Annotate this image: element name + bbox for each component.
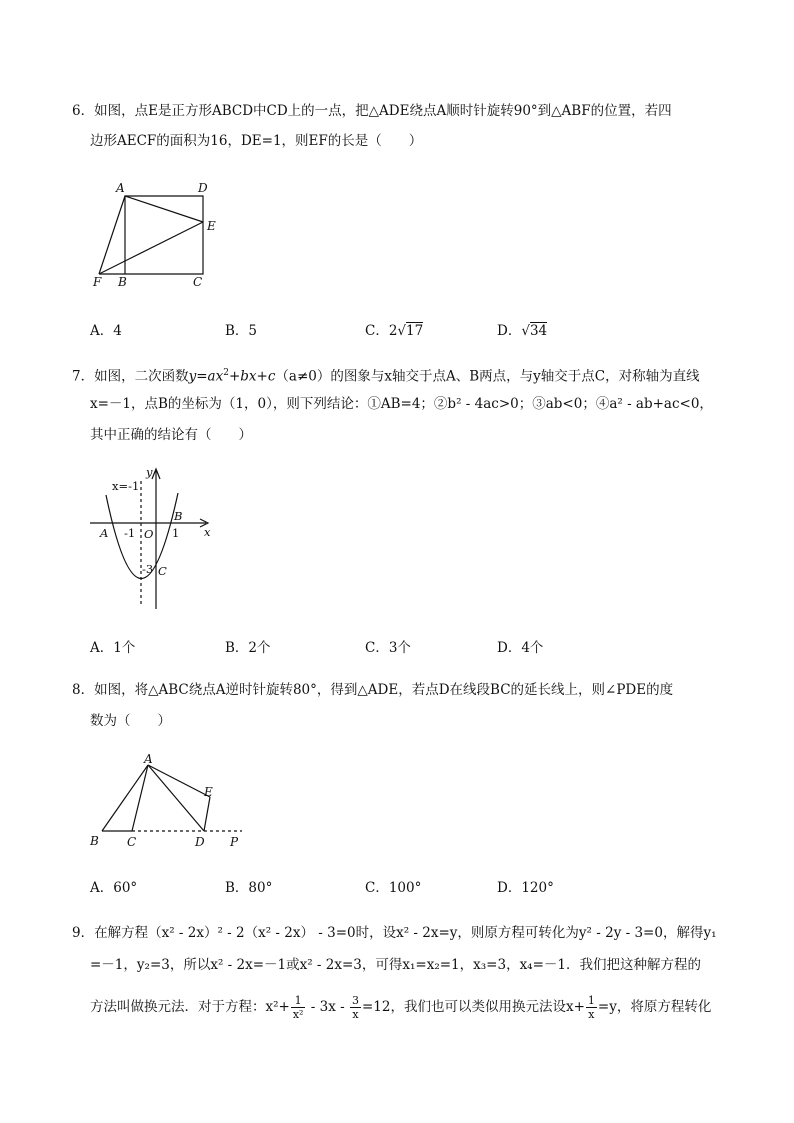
label-c: C bbox=[158, 564, 167, 578]
segment-de bbox=[204, 797, 210, 831]
radical-icon: √ bbox=[397, 323, 407, 339]
q7-line-1-intro: 7．如图，二次函数 bbox=[72, 368, 189, 385]
q7-eq-rest: +bx+c bbox=[228, 368, 276, 385]
fraction-numerator: 1 bbox=[291, 994, 306, 1008]
q7-eq-y: y bbox=[188, 368, 197, 385]
label-e: E bbox=[207, 219, 216, 233]
q7-figure bbox=[86, 463, 222, 611]
q9-line-3-middle: - 3x - bbox=[306, 999, 349, 1015]
label-neg-three: -3 bbox=[142, 562, 154, 576]
q8-option-c[interactable]: C．100° bbox=[365, 880, 422, 896]
label-b: B bbox=[174, 509, 183, 523]
q9-line-3-body: =12，我们也可以类似用换元法设x+ bbox=[361, 999, 585, 1015]
q9-line-2: =－1，y₂=3，所以x² - 2x=－1或x² - 2x=3，可得x₁=x₂=1，x₃=3，x₄=－1．我们把这种解方程的 bbox=[90, 957, 701, 973]
q9-line-3 bbox=[90, 992, 711, 1022]
q7-eq-ax: ax bbox=[207, 368, 224, 385]
label-a: A bbox=[144, 753, 153, 766]
label-one: 1 bbox=[172, 526, 180, 540]
q8-figure bbox=[86, 753, 246, 853]
q8-option-b[interactable]: B．80° bbox=[225, 880, 273, 896]
q7-option-b[interactable]: B．2个 bbox=[225, 640, 271, 656]
label-origin: O bbox=[144, 527, 154, 541]
label-b: B bbox=[90, 834, 99, 848]
q6-figure bbox=[86, 178, 226, 290]
q7-line-2: x=－1，点B的坐标为（1，0），则下列结论：①AB=4；②b² - 4ac>0；③ab<0；④a² - ab+ac<0， bbox=[90, 396, 713, 412]
label-d: D bbox=[198, 181, 208, 195]
q6-option-c-prefix: C．2 bbox=[365, 323, 398, 339]
q6-option-d-radicand: 34 bbox=[529, 323, 548, 339]
q6-line-2: 边形AECF的面积为16，DE=1，则EF的长是（ ） bbox=[90, 133, 423, 149]
label-a: A bbox=[100, 526, 109, 540]
radical-icon: √ bbox=[521, 323, 530, 339]
label-e: E bbox=[204, 785, 213, 799]
q8-line-1: 8．如图，将△ABC绕点A逆时针旋转80°，得到△ADE，若点D在线段BC的延长线上，则∠PDE的度 bbox=[72, 682, 674, 698]
q7-line-3: 其中正确的结论有（ ） bbox=[90, 427, 252, 443]
q6-line-1: 6．如图，点E是正方形ABCD中CD上的一点，把△ADE绕点A顺时针旋转90°到△ABF的位置，若四 bbox=[72, 103, 672, 119]
q7-eq-equals: = bbox=[196, 368, 208, 385]
label-c: C bbox=[127, 835, 137, 849]
label-a: A bbox=[116, 181, 125, 195]
segment-ae bbox=[148, 765, 210, 797]
q6-option-a[interactable]: A．4 bbox=[90, 323, 122, 339]
q9-line-1: 9．在解方程（x² - 2x）² - 2（x² - 2x） - 3=0时，设x² - 2x=y，则原方程可转化为y² - 2y - 3=0，解得y₁ bbox=[72, 925, 717, 941]
segment-ad bbox=[148, 765, 204, 831]
label-y-axis: y bbox=[146, 465, 153, 479]
q7-option-c[interactable]: C．3个 bbox=[365, 640, 411, 656]
fraction-3-over-x bbox=[350, 994, 361, 1021]
q7-option-a[interactable]: A．1个 bbox=[90, 640, 136, 656]
label-neg-one: -1 bbox=[124, 526, 136, 540]
q9-line-3-tail: =y，将原方程转化 bbox=[597, 999, 712, 1015]
fraction-denominator: x² bbox=[292, 1008, 304, 1021]
label-p: P bbox=[230, 835, 239, 849]
q6-option-c-radicand: 17 bbox=[406, 323, 424, 339]
segment-fe bbox=[99, 222, 203, 274]
segment-ac bbox=[132, 765, 148, 831]
label-x-axis: x bbox=[204, 525, 211, 539]
fraction-numerator: 3 bbox=[351, 994, 359, 1007]
fraction-numerator: 1 bbox=[587, 994, 595, 1007]
fraction-1-over-x bbox=[586, 994, 597, 1021]
q9-line-3-intro: 方法叫做换元法．对于方程：x²+ bbox=[90, 999, 290, 1015]
label-symmetry-axis: x=-1 bbox=[112, 479, 140, 493]
q8-line-2: 数为（ ） bbox=[90, 713, 171, 729]
q7-line-1-tail: （a≠0）的图象与x轴交于点A、B两点，与y轴交于点C，对称轴为直线 bbox=[275, 368, 700, 385]
square-abcd bbox=[125, 196, 203, 274]
q7-eq-sup: 2 bbox=[223, 368, 229, 378]
q6-option-d-prefix: D． bbox=[497, 323, 522, 339]
segment-ab bbox=[102, 765, 148, 831]
label-b: B bbox=[118, 275, 127, 289]
q6-option-d[interactable] bbox=[497, 319, 547, 339]
label-f: F bbox=[93, 275, 102, 289]
fraction-denominator: x bbox=[352, 1008, 359, 1021]
q7-option-d[interactable]: D．4个 bbox=[497, 640, 544, 656]
fraction-1-over-x-squared bbox=[291, 994, 306, 1021]
q6-option-b[interactable]: B．5 bbox=[225, 323, 258, 339]
q8-option-d[interactable]: D．120° bbox=[497, 880, 554, 896]
segment-ae bbox=[125, 196, 203, 222]
fraction-denominator: x bbox=[588, 1008, 595, 1021]
q6-option-c[interactable] bbox=[365, 319, 423, 339]
label-d: D bbox=[195, 835, 205, 849]
q8-option-a[interactable]: A．60° bbox=[90, 880, 138, 896]
q7-line-1 bbox=[72, 363, 700, 387]
label-c: C bbox=[193, 275, 203, 289]
